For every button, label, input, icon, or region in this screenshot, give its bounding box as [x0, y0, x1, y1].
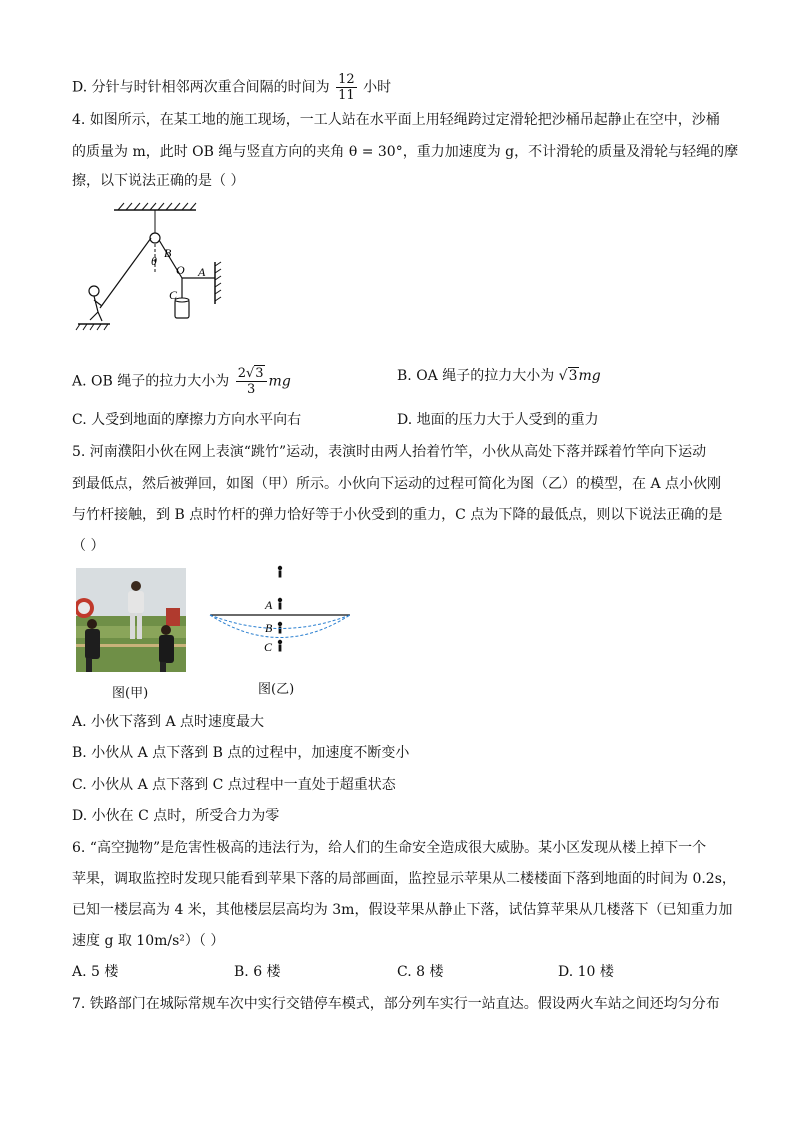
q4-stem-line2: 的质量为 m，此时 OB 绳与竖直方向的夹角 θ = 30°，重力加速度为 g，不计滑轮的质量及滑轮与轻绳的摩: [72, 144, 739, 160]
q6-option-c: C. 8 楼: [397, 964, 444, 980]
q4-option-a: A. OB 绳子的拉力大小为 $\frac{2√3}{3}$ mg: [72, 366, 291, 397]
fraction-12-11: $\frac{12}{11}$: [338, 72, 355, 103]
q4-option-d: D. 地面的压力大于人受到的重力: [397, 412, 599, 428]
q6-option-a: A. 5 楼: [72, 964, 119, 980]
caption-jia: 图(甲): [112, 686, 149, 701]
label-b: B: [164, 246, 172, 260]
label-a: A: [265, 598, 273, 612]
label-c: C: [264, 640, 273, 654]
fraction-2sqrt3-3: $\frac{2√3}{3}$: [236, 366, 267, 397]
q6-stem-line2: 苹果，调取监控时发现只能看到苹果下落的局部画面，监控显示苹果从二楼楼面下落到地面的时间为 0.2s，: [72, 871, 736, 887]
label-c: C: [169, 288, 178, 302]
q4-stem-line3: 擦，以下说法正确的是（ ）: [72, 173, 245, 189]
label-b: B: [265, 621, 273, 635]
label-o: O: [176, 263, 185, 277]
q6-option-d: D. 10 楼: [558, 964, 614, 980]
q6-stem-line4: 速度 g 取 10m/s²）（ ）: [72, 933, 225, 949]
q6-option-b: B. 6 楼: [234, 964, 281, 980]
q4-stem-line1: 4. 如图所示，在某工地的施工现场，一工人站在水平面上用轻绳跨过定滑轮把沙桶吊起静止在空中，沙桶: [72, 112, 720, 128]
q5-stem-line1: 5. 河南濮阳小伙在网上表演“跳竹”运动，表演时由两人抬着竹竿，小伙从高处下落并踩着竹竿向下运动: [72, 444, 707, 460]
q5-option-c: C. 小伙从 A 点下落到 C 点过程中一直处于超重状态: [72, 777, 396, 793]
q5-stem-line4: （ ）: [72, 538, 105, 554]
q4-option-b: B. OA 绳子的拉力大小为 √3mg: [397, 368, 601, 384]
q3-option-d: D. 分针与时针相邻两次重合间隔的时间为 $\frac{12}{11}$ 小时: [72, 72, 392, 103]
q5-option-a: A. 小伙下落到 A 点时速度最大: [72, 714, 265, 730]
q5-photo-jia: [76, 568, 186, 672]
label-a: A: [198, 265, 206, 279]
q4-pulley-figure: [72, 200, 232, 335]
q7-stem-line1: 7. 铁路部门在城际常规车次中实行交错停车模式，部分列车实行一站直达。假设两火车站之间还均匀分布: [72, 996, 720, 1012]
label-theta: θ: [151, 254, 157, 268]
q5-model-yi: [206, 562, 354, 662]
caption-yi: 图(乙): [258, 682, 295, 697]
q5-option-d: D. 小伙在 C 点时，所受合力为零: [72, 808, 280, 824]
q5-stem-line2: 到最低点，然后被弹回，如图（甲）所示。小伙向下运动的过程可简化为图（乙）的模型，在 A 点小伙刚: [72, 476, 722, 492]
q4-option-c: C. 人受到地面的摩擦力方向水平向右: [72, 412, 302, 428]
q5-option-b: B. 小伙从 A 点下落到 B 点的过程中，加速度不断变小: [72, 745, 410, 761]
q6-stem-line3: 已知一楼层高为 4 米，其他楼层层高均为 3m，假设苹果从静止下落，试估算苹果从几楼落下（已知重力加: [72, 902, 733, 918]
q5-stem-line3: 与竹杆接触，到 B 点时竹杆的弹力恰好等于小伙受到的重力，C 点为下降的最低点，则以下说法正确的是: [72, 507, 723, 523]
q6-stem-line1: 6. “高空抛物”是危害性极高的违法行为，给人们的生命安全造成很大威胁。某小区发现从楼上掉下一个: [72, 840, 707, 856]
